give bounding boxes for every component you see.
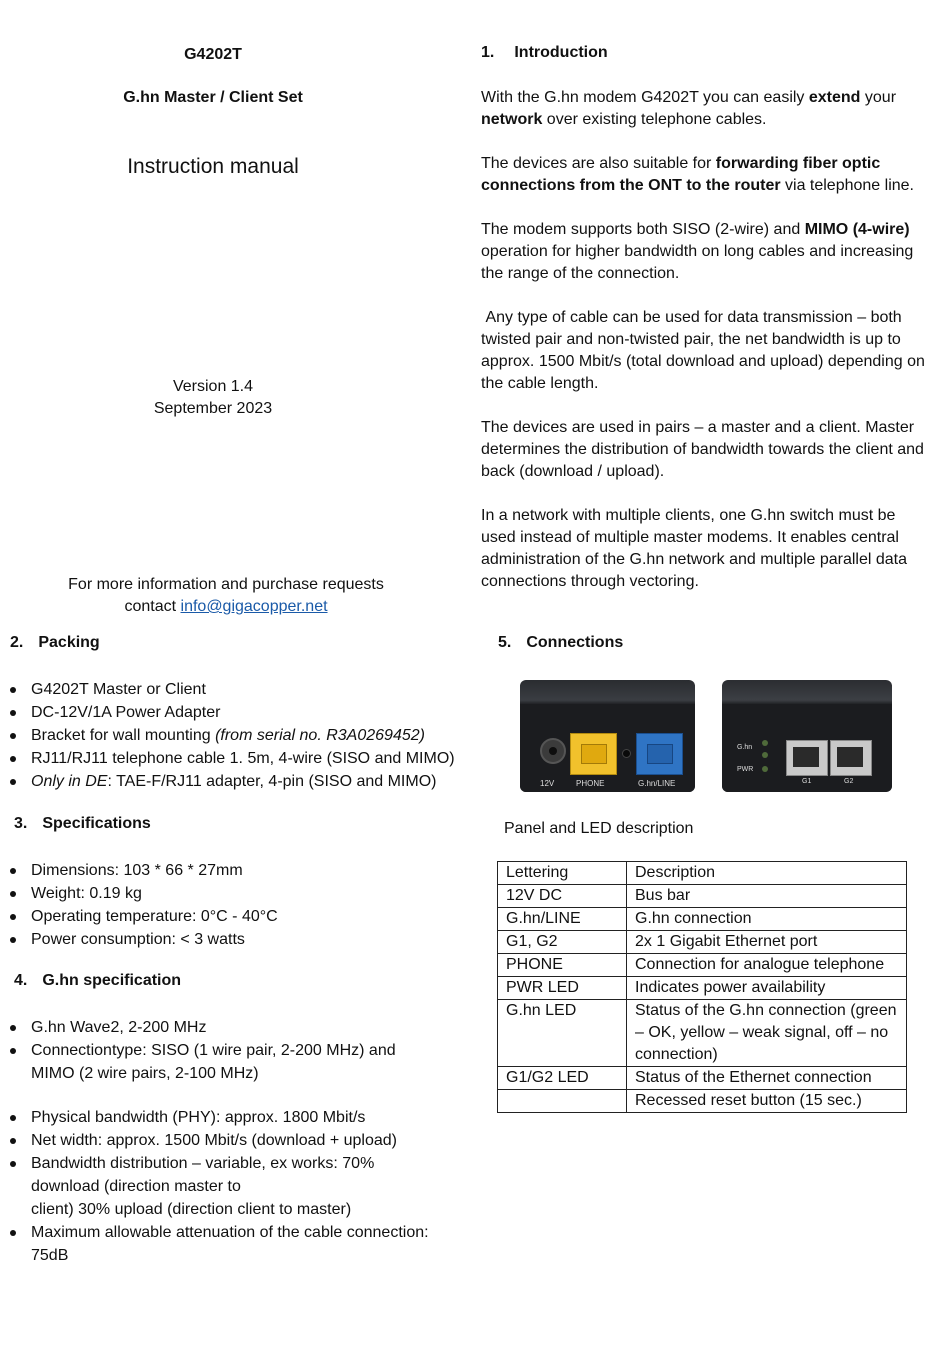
table-cell: Connection for analogue telephone	[627, 954, 907, 977]
device-front-panel-image	[520, 680, 695, 792]
table-cell: Indicates power availability	[627, 977, 907, 1000]
reset-button-icon	[622, 749, 631, 758]
table-cell: Status of the Ethernet connection	[627, 1067, 907, 1090]
table-header-cell: Description	[627, 862, 907, 885]
led-icon	[762, 740, 768, 746]
intro-heading-number: 1.	[481, 44, 495, 61]
connections-heading: 5. Connections	[498, 634, 624, 651]
intro-paragraph-4: Any type of cable can be used for data transmission – both twisted pair and non-twisted pair, the net bandwidth is up to approx. 1500 Mbit/s (total download and upload) depending on the cable length.	[481, 309, 930, 392]
intro-paragraph-6: In a network with multiple clients, one G.hn switch must be used instead of multiple master modems. It enables central administration of the G.hn network and multiple parallel data connections through vectoring.	[481, 507, 908, 590]
list-item: G.hn Wave2, 2-200 MHz	[0, 1016, 440, 1039]
led-icon	[762, 752, 768, 758]
panel-led-table	[497, 861, 907, 1113]
ghn-list-a	[0, 1016, 440, 1085]
cover-date: September 2023	[153, 400, 273, 417]
list-item: Maximum allowable attenuation of the cable connection: 75dB	[0, 1221, 440, 1267]
contact-email-link[interactable]: info@gigacopper.net	[180, 598, 328, 615]
power-label: 12V	[540, 779, 555, 788]
intro-heading	[481, 44, 608, 62]
line-label: G.hn/LINE	[638, 779, 676, 788]
table-row	[498, 977, 907, 1000]
packing-list	[0, 678, 470, 793]
ethernet-port-g1-icon	[786, 740, 828, 776]
specs-heading: 3. Specifications	[14, 815, 151, 832]
table-cell: G.hn/LINE	[498, 908, 627, 931]
intro-heading-text: Introduction	[514, 44, 608, 61]
power-jack-icon	[540, 738, 566, 764]
list-item: Power consumption: < 3 watts	[0, 928, 470, 951]
list-item: Bracket for wall mounting (from serial no. R3A0269452)	[0, 724, 470, 747]
list-item: Bandwidth distribution – variable, ex works: 70% download (direction master to client) 30% upload (direction client to master)	[0, 1152, 440, 1221]
device-back-panel-image	[722, 680, 892, 792]
cover-doc-type: Instruction manual	[127, 155, 299, 178]
ghn-heading: 4. G.hn specification	[14, 972, 182, 989]
table-row	[498, 908, 907, 931]
table-header-cell: Lettering	[498, 862, 627, 885]
ghn-led-label: G.hn	[737, 744, 753, 751]
list-item: Dimensions: 103 * 66 * 27mm	[0, 859, 470, 882]
table-cell: 12V DC	[498, 885, 627, 908]
table-cell: G.hn LED	[498, 1000, 627, 1067]
pwr-led-label: PWR	[737, 766, 754, 773]
table-header-row	[498, 862, 907, 885]
panel-caption: Panel and LED description	[504, 820, 694, 837]
list-item: Only in DE: TAE-F/RJ11 adapter, 4-pin (SISO and MIMO)	[0, 770, 470, 793]
packing-heading: 2. Packing	[10, 634, 100, 651]
table-cell: Recessed reset button (15 sec.)	[627, 1090, 907, 1113]
table-cell: PHONE	[498, 954, 627, 977]
intro-paragraph-5: The devices are used in pairs – a master and a client. Master determines the distribution of bandwidth towards the client and back (download / upload).	[481, 419, 924, 480]
table-row	[498, 1090, 907, 1113]
table-cell: G.hn connection	[627, 908, 907, 931]
table-row	[498, 954, 907, 977]
list-item: Weight: 0.19 kg	[0, 882, 470, 905]
table-row	[498, 885, 907, 908]
table-cell: Bus bar	[627, 885, 907, 908]
g2-label: G2	[844, 778, 854, 785]
led-icon	[762, 766, 768, 772]
list-item: Net width: approx. 1500 Mbit/s (download + upload)	[0, 1129, 440, 1152]
list-item: Physical bandwidth (PHY): approx. 1800 Mbit/s	[0, 1106, 440, 1129]
cover-version: Version 1.4	[172, 378, 254, 395]
phone-port-icon	[570, 733, 617, 775]
table-cell: Status of the G.hn connection (green – OK, yellow – weak signal, off – no connection)	[627, 1000, 907, 1067]
list-item: G4202T Master or Client	[0, 678, 470, 701]
table-cell: 2x 1 Gigabit Ethernet port	[627, 931, 907, 954]
intro-paragraph-1: With the G.hn modem G4202T you can easily extend your network over existing telephone cables.	[481, 89, 897, 128]
g1-label: G1	[802, 778, 812, 785]
cover-contact	[0, 596, 452, 618]
table-row	[498, 931, 907, 954]
specs-list	[0, 859, 470, 951]
table-cell: G1, G2	[498, 931, 627, 954]
cover-model: G4202T	[184, 46, 242, 63]
cover-info-line: For more information and purchase requests	[68, 576, 384, 593]
cover-set-name: G.hn Master / Client Set	[123, 89, 303, 106]
list-item: Operating temperature: 0°C - 40°C	[0, 905, 470, 928]
ethernet-port-g2-icon	[830, 740, 872, 776]
table-cell: PWR LED	[498, 977, 627, 1000]
phone-label: PHONE	[576, 779, 605, 788]
table-row	[498, 1067, 907, 1090]
contact-label: contact	[124, 598, 177, 615]
line-port-icon	[636, 733, 683, 775]
list-item: RJ11/RJ11 telephone cable 1. 5m, 4-wire (SISO and MIMO)	[0, 747, 470, 770]
table-cell	[498, 1090, 627, 1113]
list-item: DC-12V/1A Power Adapter	[0, 701, 470, 724]
intro-paragraph-2: The devices are also suitable for forwarding fiber optic connections from the ONT to the router via telephone line.	[481, 155, 914, 194]
list-item: Connectiontype: SISO (1 wire pair, 2-200 MHz) and MIMO (2 wire pairs, 2-100 MHz)	[0, 1039, 440, 1085]
intro-paragraph-3: The modem supports both SISO (2-wire) and MIMO (4-wire) operation for higher bandwidth on long cables and increasing the range of the connection.	[481, 221, 914, 282]
ghn-list-b	[0, 1106, 440, 1267]
table-row	[498, 1000, 907, 1067]
table-cell: G1/G2 LED	[498, 1067, 627, 1090]
